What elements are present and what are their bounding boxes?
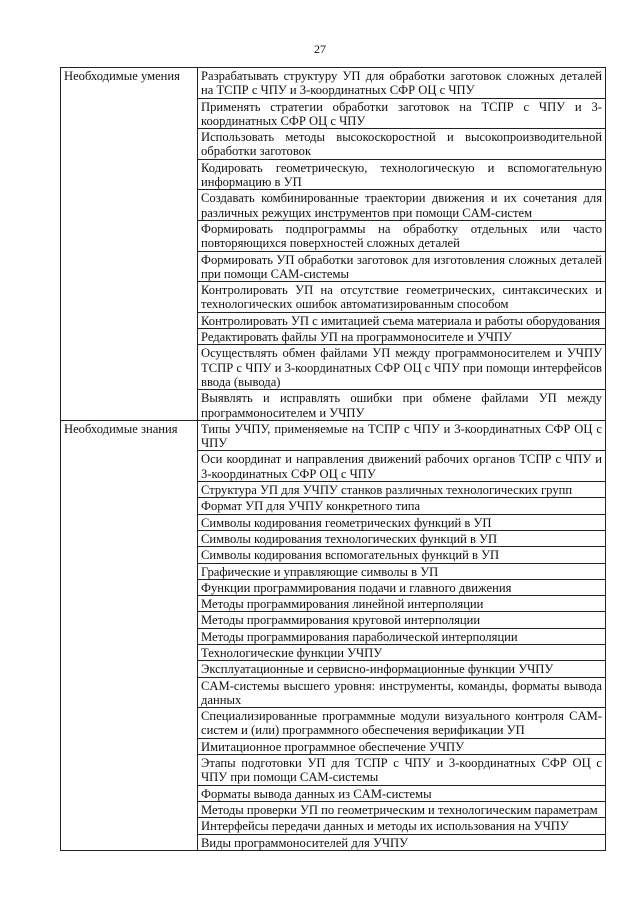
requirement-item: Специализированные программные модули визуального контроля CAM-систем и (или) программного обеспечения верификации УП: [198, 708, 606, 739]
requirement-item: CAM-системы высшего уровня: инструменты, команды, форматы вывода данных: [198, 677, 606, 708]
requirement-item: Методы программирования линейной интерполяции: [198, 596, 606, 612]
table-body: [61, 68, 606, 851]
requirement-item: Методы программирования параболической интерполяции: [198, 628, 606, 644]
requirement-item: Форматы вывода данных из CAM-системы: [198, 785, 606, 801]
requirement-item: Структура УП для УЧПУ станков различных технологических групп: [198, 482, 606, 498]
requirement-item: Этапы подготовки УП для ТСПР с ЧПУ и 3-координатных СФР ОЦ с ЧПУ при помощи CAM-системы: [198, 755, 606, 786]
requirement-item: Оси координат и направления движений рабочих органов ТСПР с ЧПУ и 3-координатных СФР ОЦ с ЧПУ: [198, 451, 606, 482]
requirement-item: Контролировать УП на отсутствие геометрических, синтаксических и технологических ошибок автоматизированным способом: [198, 282, 606, 313]
table-row: [61, 420, 606, 451]
requirement-item: Формат УП для УЧПУ конкретного типа: [198, 498, 606, 514]
requirement-item: Имитационное программное обеспечение УЧПУ: [198, 738, 606, 754]
requirement-item: Осуществлять обмен файлами УП между программоносителем и УЧПУ ТСПР с ЧПУ и 3-координатных СФР ОЦ с ЧПУ при помощи интерфейсов ввода (вывода): [198, 345, 606, 390]
requirement-item: Символы кодирования технологических функций в УП: [198, 530, 606, 546]
requirement-item: Разрабатывать структуру УП для обработки заготовок сложных деталей на ТСПР с ЧПУ и 3-координатных СФР ОЦ с ЧПУ: [198, 68, 606, 99]
requirement-item: Применять стратегии обработки заготовок на ТСПР с ЧПУ и 3-координатных СФР ОЦ с ЧПУ: [198, 98, 606, 129]
requirement-item: Эксплуатационные и сервисно-информационные функции УЧПУ: [198, 661, 606, 677]
requirement-item: Методы программирования круговой интерполяции: [198, 612, 606, 628]
requirement-item: Формировать подпрограммы на обработку отдельных или часто повторяющихся поверхностей сложных деталей: [198, 220, 606, 251]
section-label: Необходимые умения: [61, 68, 198, 421]
requirement-item: Методы проверки УП по геометрическим и технологическим параметрам: [198, 801, 606, 817]
requirement-item: Технологические функции УЧПУ: [198, 644, 606, 660]
requirement-item: Интерфейсы передачи данных и методы их использования на УЧПУ: [198, 818, 606, 834]
requirement-item: Создавать комбинированные траектории движения и их сочетания для различных режущих инструментов при помощи CAM-систем: [198, 190, 606, 221]
table-row: [61, 68, 606, 99]
section-label: Необходимые знания: [61, 420, 198, 850]
page-number: 27: [314, 42, 326, 56]
requirement-item: Символы кодирования вспомогательных функций в УП: [198, 547, 606, 563]
requirement-item: Кодировать геометрическую, технологическую и вспомогательную информацию в УП: [198, 159, 606, 190]
requirement-item: Графические и управляющие символы в УП: [198, 563, 606, 579]
requirement-item: Контролировать УП с имитацией съема материала и работы оборудования: [198, 312, 606, 328]
requirement-item: Виды программоносителей для УЧПУ: [198, 834, 606, 850]
requirement-item: Типы УЧПУ, применяемые на ТСПР с ЧПУ и 3-координатных СФР ОЦ с ЧПУ: [198, 420, 606, 451]
requirement-item: Использовать методы высокоскоростной и высокопроизводительной обработки заготовок: [198, 129, 606, 160]
requirement-item: Выявлять и исправлять ошибки при обмене файлами УП между программоносителем и УЧПУ: [198, 390, 606, 421]
requirement-item: Функции программирования подачи и главного движения: [198, 579, 606, 595]
requirements-table: [60, 67, 606, 851]
requirement-item: Формировать УП обработки заготовок для изготовления сложных деталей при помощи CAM-системы: [198, 251, 606, 282]
requirement-item: Символы кодирования геометрических функций в УП: [198, 514, 606, 530]
requirement-item: Редактировать файлы УП на программоносителе и УЧПУ: [198, 329, 606, 345]
